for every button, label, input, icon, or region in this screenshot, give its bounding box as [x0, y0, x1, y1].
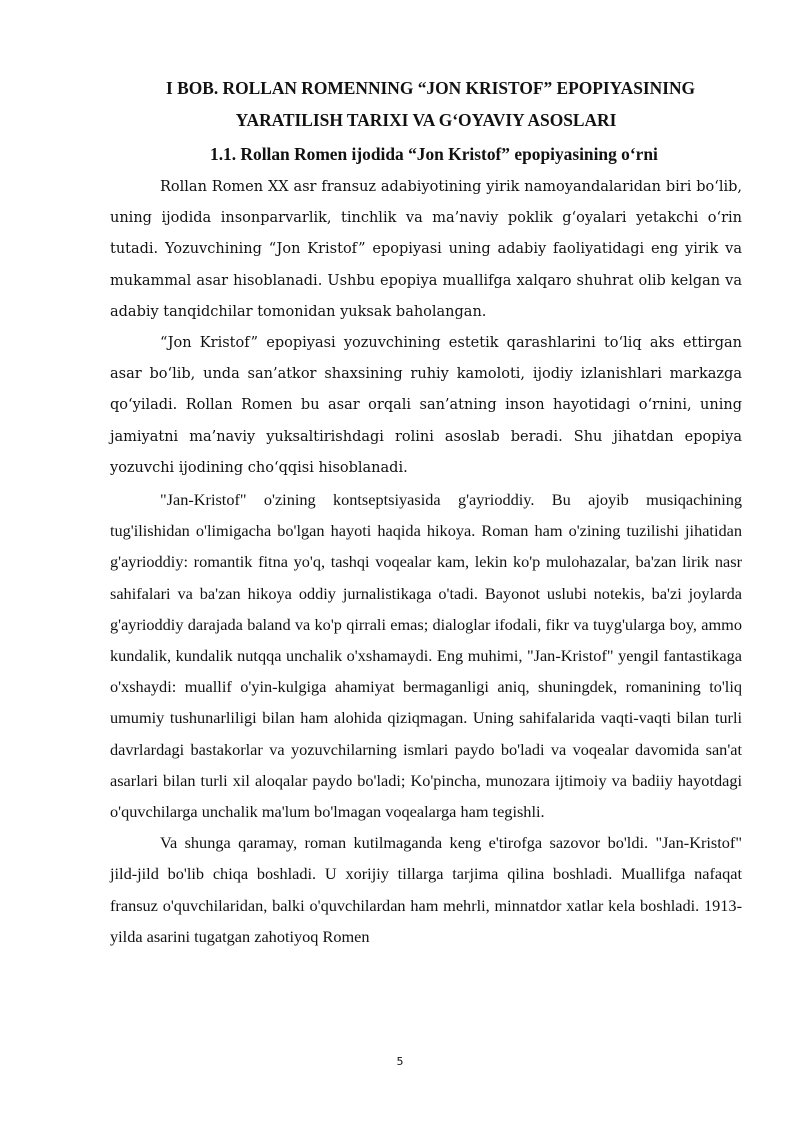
paragraph-4: Va shunga qaramay, roman kutilmaganda keng e'tirofga sazovor bo'ldi. "Jan-Kristof" jild-jild bo'lib chiqa boshladi. U xorijiy tillarga tarjima qilina boshladi. Muallifga nafaqat fransuz o'quvchilaridan, balki o'quvchilardan ham mehrli, minnatdor xatlar kela boshladi. 1913-yilda asarini tugatgan zahotiyoq Romen: [110, 833, 742, 946]
paragraph-3: "Jan-Kristof" o'zining kontseptsiyasida g'ayrioddiy. Bu ajoyib musiqachining tug'ilishidan o'limigacha bo'lgan hayoti haqida hikoya. Roman ham o'zining tuzilishi jihatidan g'ayrioddiy: romantik fitna yo'q, tashqi voqealar kam, lekin ko'p mulohazalar, ba'zan lirik nasr sahifalari va ba'zan hikoya oddiy jurnalistikaga o'tadi. Bayonot uslubi notekis, ba'zi joylarda g'ayrioddiy darajada baland va ko'p qirrali emas; dialoglar ifodali, fikr va tuyg'ularga boy, ammo kundalik, kundalik nutqqa unchalik o'xshamaydi. Eng muhimi, "Jan-Kristof" yengil fantastikaga o'xshaydi: muallif o'yin-kulgiga ahamiyat bermaganligi aniq, shuningdek, romanining to'liq umumiy tushunarliligi bilan ham alohida qiziqmagan. Uning sahifalarida vaqti-vaqti bilan turli davrlardagi bastakorlar va yozuvchilarning ismlari paydo bo'ladi va voqealar davomida san'at asarlari bilan turli xil aloqalar paydo bo'ladi; Ko'pincha, munozara ijtimoiy va badiiy hayotdagi o'quvchilarga unchalik ma'lum bo'lmagan voqealarga ham tegishli.: [110, 490, 742, 822]
paragraph-1: Rollan Romen XX asr fransuz adabiyotining yirik namoyandalaridan biri bo‘lib, uning ijodida insonparvarlik, tinchlik va ma’naviy poklik g‘oyalari yetakchi o‘rin tutadi. Yozuvchining “Jon Kristof” epopiyasi uning adabiy faoliyatidagi eng yirik va mukammal asar hisoblanadi. Ushbu epopiya muallifga xalqaro shuhrat olib kelgan va adabiy tanqidchilar tomonidan yuksak baholangan.: [110, 179, 742, 320]
page-number: 5: [396, 1055, 404, 1068]
section-title: 1.1. Rollan Romen ijodida “Jon Kristof” epopiyasining o‘rni: [210, 144, 658, 164]
paragraph-2: “Jon Kristof” epopiyasi yozuvchining estetik qarashlarini to‘liq aks ettirgan asar bo‘lib, unda san’atkor shaxsining ruhiy kamoloti, ijodiy izlanishlari markazga qo‘yiladi. Rollan Romen bu asar orqali san’atning inson hayotidagi o‘rnini, uning jamiyatni ma’naviy yuksaltirishdagi rolini asoslab beradi. Shu jihatdan epopiya yozuvchi ijodining cho‘qqisi hisoblanadi.: [110, 335, 742, 476]
chapter-title-line-2: YARATILISH TARIXI VA G‘OYAVIY ASOSLARI: [235, 110, 617, 130]
body-text: [110, 172, 742, 952]
chapter-title-line-1: I BOB. ROLLAN ROMENNING “JON KRISTOF” EPOPIYASINING: [166, 78, 696, 98]
